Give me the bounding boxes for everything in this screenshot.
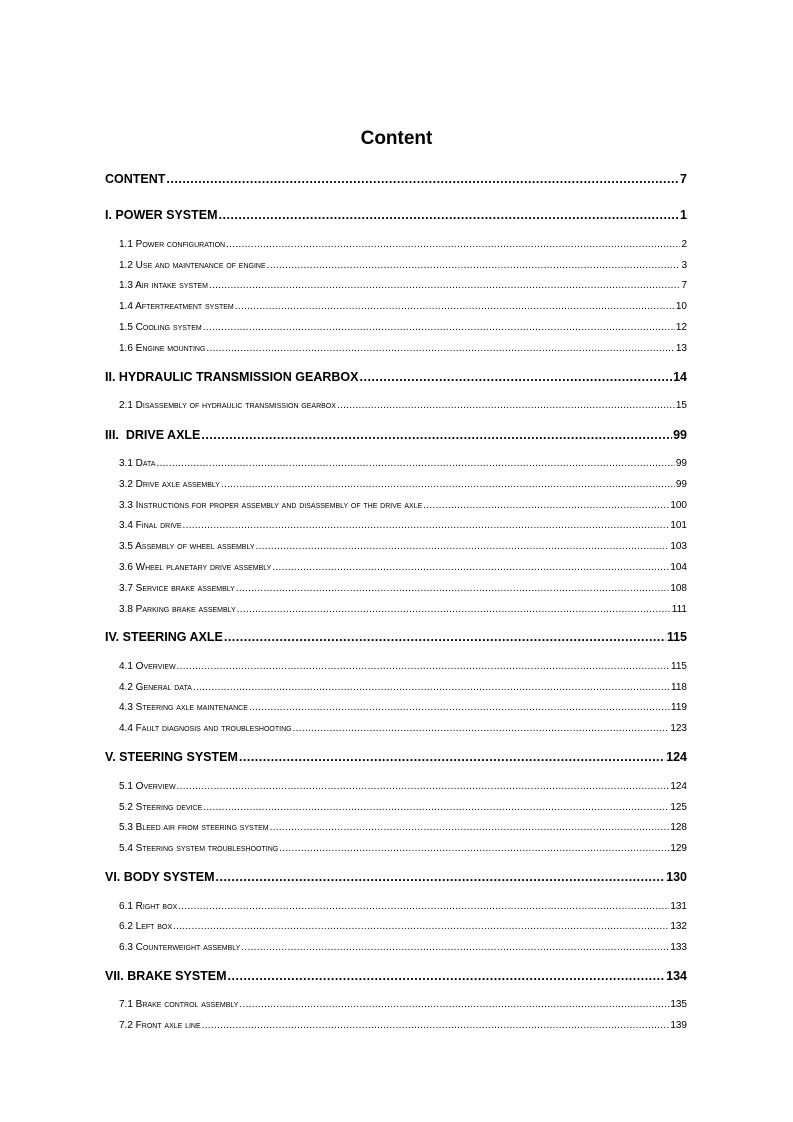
toc-entry-label: 3.4 Final drive — [119, 520, 182, 531]
toc-entry-page: 111 — [671, 604, 687, 615]
dot-leader — [237, 604, 671, 615]
toc-entry-page: 134 — [666, 969, 687, 983]
dot-leader — [279, 843, 669, 854]
dot-leader — [202, 1020, 670, 1031]
toc-entry-label: 2.1 Disassembly of hydraulic transmission gearbox — [119, 400, 336, 411]
toc-entry-page: 124 — [670, 781, 687, 792]
toc-entry-page: 133 — [670, 942, 687, 953]
toc-entry-label: 1.2 Use and maintenance of engine — [119, 260, 266, 271]
dot-leader — [177, 781, 670, 792]
toc-entry[interactable] — [119, 562, 687, 573]
toc-entry-label: 1.3 Air intake system — [119, 280, 208, 291]
toc-entry[interactable] — [119, 723, 687, 734]
dot-leader — [360, 370, 673, 384]
dot-leader — [272, 562, 669, 573]
toc-entry[interactable] — [119, 781, 687, 792]
toc-entry-label: 3.7 Service brake assembly — [119, 583, 235, 594]
dot-leader — [209, 280, 681, 291]
dot-leader — [224, 630, 666, 644]
toc-entry-page: 115 — [666, 630, 687, 644]
toc-entry[interactable] — [105, 370, 687, 384]
toc-entry-label: 7.1 Brake control assembly — [119, 999, 239, 1010]
toc-entry[interactable] — [119, 1020, 687, 1031]
dot-leader — [236, 583, 670, 594]
dot-leader — [270, 822, 670, 833]
toc-entry-label: 4.3 Steering axle maintenance — [119, 702, 248, 713]
dot-leader — [239, 750, 665, 764]
toc-entry-page: 15 — [675, 400, 687, 411]
toc-entry-label: 3.2 Drive axle assembly — [119, 479, 220, 490]
dot-leader — [228, 969, 666, 983]
dot-leader — [177, 661, 670, 672]
dot-leader — [183, 520, 670, 531]
toc-entry[interactable] — [119, 843, 687, 854]
dot-leader — [256, 541, 670, 552]
toc-entry-page: 130 — [666, 870, 687, 884]
toc-entry[interactable] — [119, 500, 687, 511]
toc-entry-page: 101 — [670, 520, 687, 531]
toc-entry[interactable] — [119, 260, 687, 271]
toc-entry-page: 7 — [680, 172, 687, 186]
dot-leader — [221, 479, 675, 490]
toc-entry[interactable] — [119, 661, 687, 672]
dot-leader — [423, 500, 669, 511]
toc-entry-page: 129 — [670, 843, 687, 854]
toc-entry[interactable] — [105, 630, 687, 644]
toc-entry-label: II. HYDRAULIC TRANSMISSION GEARBOX — [105, 370, 359, 384]
toc-entry-label: VI. BODY SYSTEM — [105, 870, 215, 884]
toc-entry-label: 1.6 Engine mounting — [119, 343, 206, 354]
page-title: Content — [360, 128, 433, 149]
toc-entry-label: CONTENT — [105, 172, 166, 186]
dot-leader — [235, 301, 675, 312]
toc-entry[interactable] — [119, 322, 687, 333]
toc-entry[interactable] — [105, 428, 687, 442]
toc-entry[interactable] — [119, 458, 687, 469]
toc-entry-page: 99 — [675, 458, 687, 469]
toc-entry-page: 118 — [671, 682, 687, 693]
dot-leader — [337, 400, 675, 411]
toc-entry-label: 5.3 Bleed air from steering system — [119, 822, 269, 833]
dot-leader — [193, 682, 670, 693]
dot-leader — [166, 172, 679, 186]
toc-entry-page: 125 — [670, 802, 687, 813]
toc-entry-label: IV. STEERING AXLE — [105, 630, 223, 644]
dot-leader — [156, 458, 674, 469]
toc-entry-label: 1.5 Cooling system — [119, 322, 202, 333]
toc-entry[interactable] — [105, 750, 687, 764]
toc-entry-label: 1.1 Power configuration — [119, 239, 226, 250]
dot-leader — [239, 999, 669, 1010]
toc-entry-label: 3.6 Wheel planetary drive assembly — [119, 562, 272, 573]
toc-entry[interactable] — [119, 604, 687, 615]
toc-entry-page: 3 — [681, 260, 687, 271]
toc-entry[interactable] — [119, 479, 687, 490]
toc-entry-page: 104 — [670, 562, 687, 573]
toc-entry-page: 115 — [671, 661, 687, 672]
toc-entry[interactable] — [119, 802, 687, 813]
toc-entry[interactable] — [119, 999, 687, 1010]
toc-entry-label: 7.2 Front axle line — [119, 1020, 201, 1031]
dot-leader — [226, 239, 680, 250]
toc-entry-page: 123 — [670, 723, 687, 734]
toc-entry[interactable] — [105, 969, 687, 983]
dot-leader — [203, 802, 669, 813]
toc-entry-page: 100 — [670, 500, 687, 511]
toc-entry[interactable] — [119, 583, 687, 594]
dot-leader — [216, 870, 666, 884]
toc-entry[interactable] — [119, 942, 687, 953]
toc-entry-page: 13 — [675, 343, 687, 354]
toc-entry[interactable] — [119, 541, 687, 552]
toc-entry[interactable] — [119, 400, 687, 411]
toc-entry-label: 6.3 Counterweight assembly — [119, 942, 241, 953]
toc-entry-label: VII. BRAKE SYSTEM — [105, 969, 227, 983]
dot-leader — [293, 723, 670, 734]
dot-leader — [203, 322, 675, 333]
toc-entry-page: 131 — [670, 901, 687, 912]
toc-entry-label: 5.1 Overview — [119, 781, 176, 792]
toc-entry-page: 128 — [670, 822, 687, 833]
toc-entry[interactable] — [105, 172, 687, 186]
toc-entry-page: 135 — [670, 999, 687, 1010]
toc-entry-label: III. DRIVE AXLE — [105, 428, 201, 442]
toc-entry-page: 124 — [666, 750, 687, 764]
toc-entry-label: I. POWER SYSTEM — [105, 208, 218, 222]
toc-entry-page: 103 — [670, 541, 687, 552]
toc-entry-label: 3.3 Instructions for proper assembly and disassembly of the drive axle — [119, 500, 423, 511]
dot-leader — [206, 343, 674, 354]
toc-entry-page: 99 — [675, 479, 687, 490]
toc-entry[interactable] — [119, 301, 687, 312]
toc-entry-label: 5.2 Steering device — [119, 802, 203, 813]
toc-entry-page: 2 — [681, 239, 687, 250]
toc-entry[interactable] — [119, 702, 687, 713]
toc-entry-label: 3.5 Assembly of wheel assembly — [119, 541, 255, 552]
toc-entry[interactable] — [119, 343, 687, 354]
toc-entry-label: 4.4 Fault diagnosis and troubleshooting — [119, 723, 292, 734]
toc-entry[interactable] — [119, 280, 687, 291]
toc-entry-page: 132 — [670, 921, 687, 932]
dot-leader — [201, 428, 672, 442]
toc-entry-label: V. STEERING SYSTEM — [105, 750, 238, 764]
toc-entry-label: 6.1 Right box — [119, 901, 178, 912]
toc-entry-label: 1.4 Aftertreatment system — [119, 301, 234, 312]
toc-entry[interactable] — [119, 901, 687, 912]
toc-entry-label: 4.1 Overview — [119, 661, 176, 672]
toc-entry[interactable] — [119, 520, 687, 531]
toc-entry-page: 10 — [675, 301, 687, 312]
toc-entry[interactable] — [105, 208, 687, 222]
toc-entry-page: 14 — [673, 370, 687, 384]
toc-entry-page: 7 — [681, 280, 687, 291]
toc-entry-page: 1 — [680, 208, 687, 222]
dot-leader — [267, 260, 681, 271]
toc-entry-label: 4.2 General data — [119, 682, 192, 693]
dot-leader — [219, 208, 680, 222]
toc-entry-page: 99 — [673, 428, 687, 442]
dot-leader — [249, 702, 670, 713]
dot-leader — [173, 921, 669, 932]
dot-leader — [241, 942, 669, 953]
toc-entry-page: 139 — [670, 1020, 687, 1031]
toc-entry-page: 108 — [670, 583, 687, 594]
toc-entry[interactable] — [119, 921, 687, 932]
toc-entry-page: 119 — [671, 702, 687, 713]
toc-entry[interactable] — [119, 682, 687, 693]
toc-entry-label: 5.4 Steering system troubleshooting — [119, 843, 279, 854]
toc-entry-label: 3.1 Data — [119, 458, 156, 469]
toc-entry[interactable] — [119, 239, 687, 250]
toc-entry-label: 6.2 Left box — [119, 921, 173, 932]
toc-entry-page: 12 — [675, 322, 687, 333]
dot-leader — [178, 901, 669, 912]
toc-entry[interactable] — [105, 870, 687, 884]
toc-entry[interactable] — [119, 822, 687, 833]
toc-entry-label: 3.8 Parking brake assembly — [119, 604, 236, 615]
